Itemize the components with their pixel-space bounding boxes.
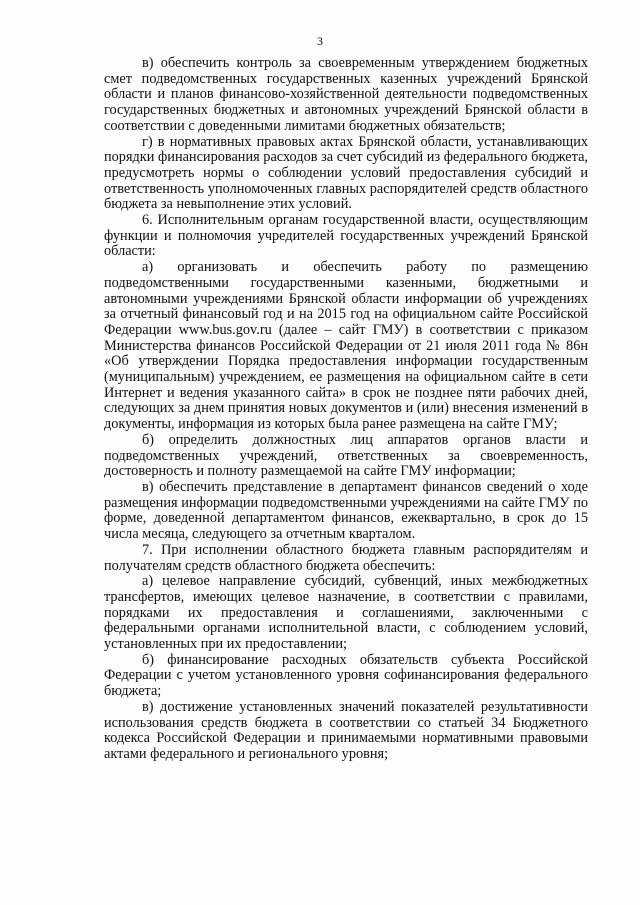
document-body (104, 56, 588, 763)
paragraph-6: 6. Исполнительным органам государственной власти, осуществляющим функции и полномочия учредителей государственных учреждений Брянской области: (104, 212, 588, 260)
paragraph-3g: г) в нормативных правовых актах Брянской области, устанавливающих порядки финансирования расходов за счет субсидий из федерального бюджета, предусмотреть нормы о соблюдении условий предоставления субсидий и ответственность уполномоченных главных распорядителей средств областного бюджета за невыполнение этих условий. (104, 133, 588, 213)
paragraph-7v: в) достижение установленных значений показателей результативности использования средств бюджета в соответствии со статьей 34 Бюджетного кодекса Российской Федерации и принимаемыми нормативными правовыми актами федерального и регионального уровня; (104, 698, 588, 762)
paragraph-6v: в) обеспечить представление в департамент финансов сведений о ходе размещения информации подведомственными учреждениями на сайте ГМУ по форме, доведенной департаментом финансов, ежеквартально, в срок до 15 числа месяца, следующего за отчетным кварталом. (104, 478, 588, 543)
paragraph-6b: б) определить должностных лиц аппаратов органов власти и подведомственных учреждений, ответственных за своевременность, достоверность и полноту размещаемой на сайте ГМУ информации; (104, 431, 588, 480)
paragraph-7b: б) финансирование расходных обязательств субъекта Российской Федерации с учетом установленного уровня софинансирования федерального бюджета; (104, 651, 588, 700)
paragraph-3v: в) обеспечить контроль за своевременным утверждением бюджетных смет подведомственных государственных казенных учреждений Брянской области и планов финансово-хозяйственной деятельности подведомственных государственных бюджетных и автономных учреждений Брянской области в соответствии с доведенными лимитами бюджетных обязательств; (104, 55, 588, 134)
paragraph-6a: а) организовать и обеспечить работу по размещению подведомственными государственными казенными, бюджетными и автономными учреждениями Брянской области информации об учреждениях за отчетный финансовый год и на 2015 год на официальном сайте Российской Федерации www.bus.gov.ru (далее – сайт ГМУ) в соответствии с приказом Министерства финансов Российской Федерации от 21 июля 2011 года № 86н «Об утверждении Порядка предоставления информации государственным (муниципальным) учреждением, ее размещения на официальном сайте в сети Интернет и ведения указанного сайта» в срок не позднее пяти рабочих дней, следующих за днем принятия новых документов и (или) внесения изменений в документы, информация из которых была ранее размещена на сайте ГМУ; (104, 259, 588, 433)
paragraph-7: 7. При исполнении областного бюджета главным распорядителям и получателям средств областного бюджета обеспечить: (104, 541, 588, 574)
page-number: 3 (317, 34, 323, 48)
paragraph-7a: а) целевое направление субсидий, субвенций, иных межбюджетных трансфертов, имеющих целевое назначение, в соответствии с правилами, порядками их предоставления и соглашениями, заключенными с федеральными органами исполнительной власти, с соблюдением условий, установленных при их предоставлении; (104, 573, 588, 653)
